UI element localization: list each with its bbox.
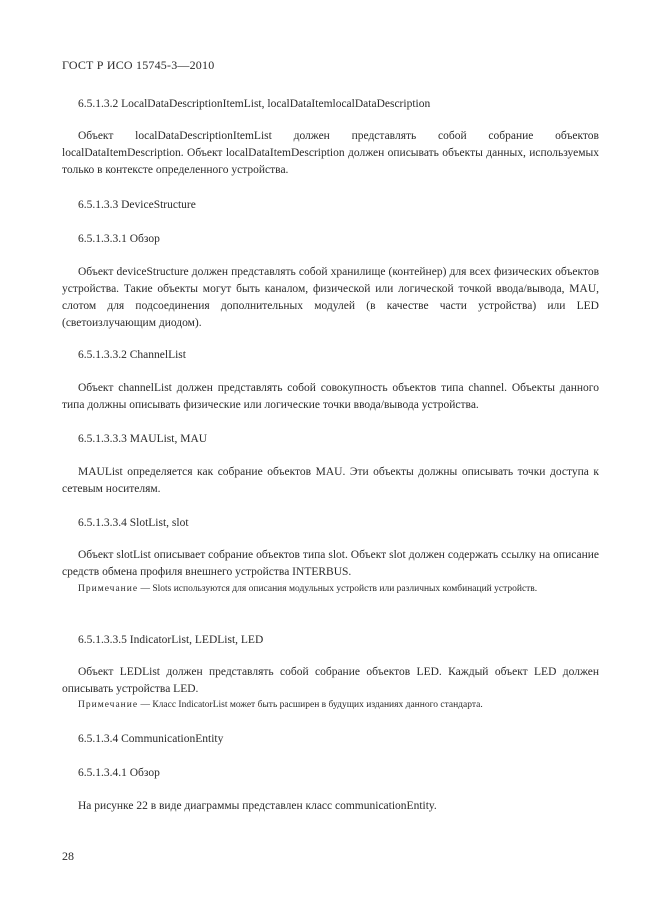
paragraph-channel-list xyxy=(62,380,599,414)
paragraph-communication-entity xyxy=(62,798,599,815)
paragraph-text: Объект slotList описывает собрание объектов типа slot. Объект slot должен содержать ссылку на описание средств обмена профиля внешнего устройства INTERBUS. xyxy=(62,549,599,578)
paragraph-text: Объект localDataDescriptionItemList должен представлять собой собрание объектов localDataItemDescription. Объект localDataItemDescription должен описывать объекты данных, используемых только в контексте определенного устройства. xyxy=(62,130,599,176)
paragraph-slot-list xyxy=(62,547,599,581)
note-label: Примечание xyxy=(78,584,139,594)
section-heading-6-5-1-3-2: 6.5.1.3.2 LocalDataDescriptionItemList, localDataItemlocalDataDescription xyxy=(78,98,431,110)
section-heading-6-5-1-3-3-4: 6.5.1.3.3.4 SlotList, slot xyxy=(78,517,189,529)
section-heading-6-5-1-3-3-5: 6.5.1.3.3.5 IndicatorList, LEDList, LED xyxy=(78,634,264,646)
paragraph-text: Объект channelList должен представлять собой совокупность объектов типа channel. Объекты данного типа должны описывать физические или логические точки ввода/вывода устройства. xyxy=(62,382,599,411)
note-slots xyxy=(62,582,599,597)
section-heading-6-5-1-3-3-3: 6.5.1.3.3.3 MAUList, MAU xyxy=(78,433,208,445)
paragraph-led-list xyxy=(62,664,599,698)
note-text: — Slots используются для описания модульных устройств или различных комбинаций устройств. xyxy=(138,584,538,594)
note-text: — Класс IndicatorList может быть расширен в будущих изданиях данного стандарта. xyxy=(138,700,483,710)
section-heading-6-5-1-3-3: 6.5.1.3.3 DeviceStructure xyxy=(78,199,196,211)
section-heading-6-5-1-3-3-1: 6.5.1.3.3.1 Обзор xyxy=(78,233,160,245)
note-indicator-list xyxy=(62,698,599,713)
paragraph-text: На рисунке 22 в виде диаграммы представлен класс communicationEntity. xyxy=(78,800,437,812)
paragraph-text: Объект LEDList должен представлять собой собрание объектов LED. Каждый объект LED должен описывать устройства LED. xyxy=(62,666,599,695)
paragraph-local-data-description xyxy=(62,128,599,179)
paragraph-mau-list xyxy=(62,464,599,498)
section-heading-6-5-1-3-3-2: 6.5.1.3.3.2 ChannelList xyxy=(78,349,186,361)
page-header: ГОСТ Р ИСО 15745-3—2010 xyxy=(62,58,215,72)
page-number: 28 xyxy=(62,849,74,863)
paragraph-text: MAUList определяется как собрание объектов MAU. Эти объекты должны описывать точки доступа к сетевым носителям. xyxy=(62,466,599,495)
section-heading-6-5-1-3-4: 6.5.1.3.4 CommunicationEntity xyxy=(78,733,224,745)
paragraph-device-structure xyxy=(62,264,599,332)
section-heading-6-5-1-3-4-1: 6.5.1.3.4.1 Обзор xyxy=(78,767,160,779)
note-label: Примечание xyxy=(78,700,139,710)
paragraph-text: Объект deviceStructure должен представлять собой хранилище (контейнер) для всех физических объектов устройства. Такие объекты могут быть каналом, физической или логической точкой ввода/вывода, MAU, слотом для подсоединения дополнительных модулей (в качестве части устройства) или LED (светоизлучающим диодом). xyxy=(62,266,599,329)
